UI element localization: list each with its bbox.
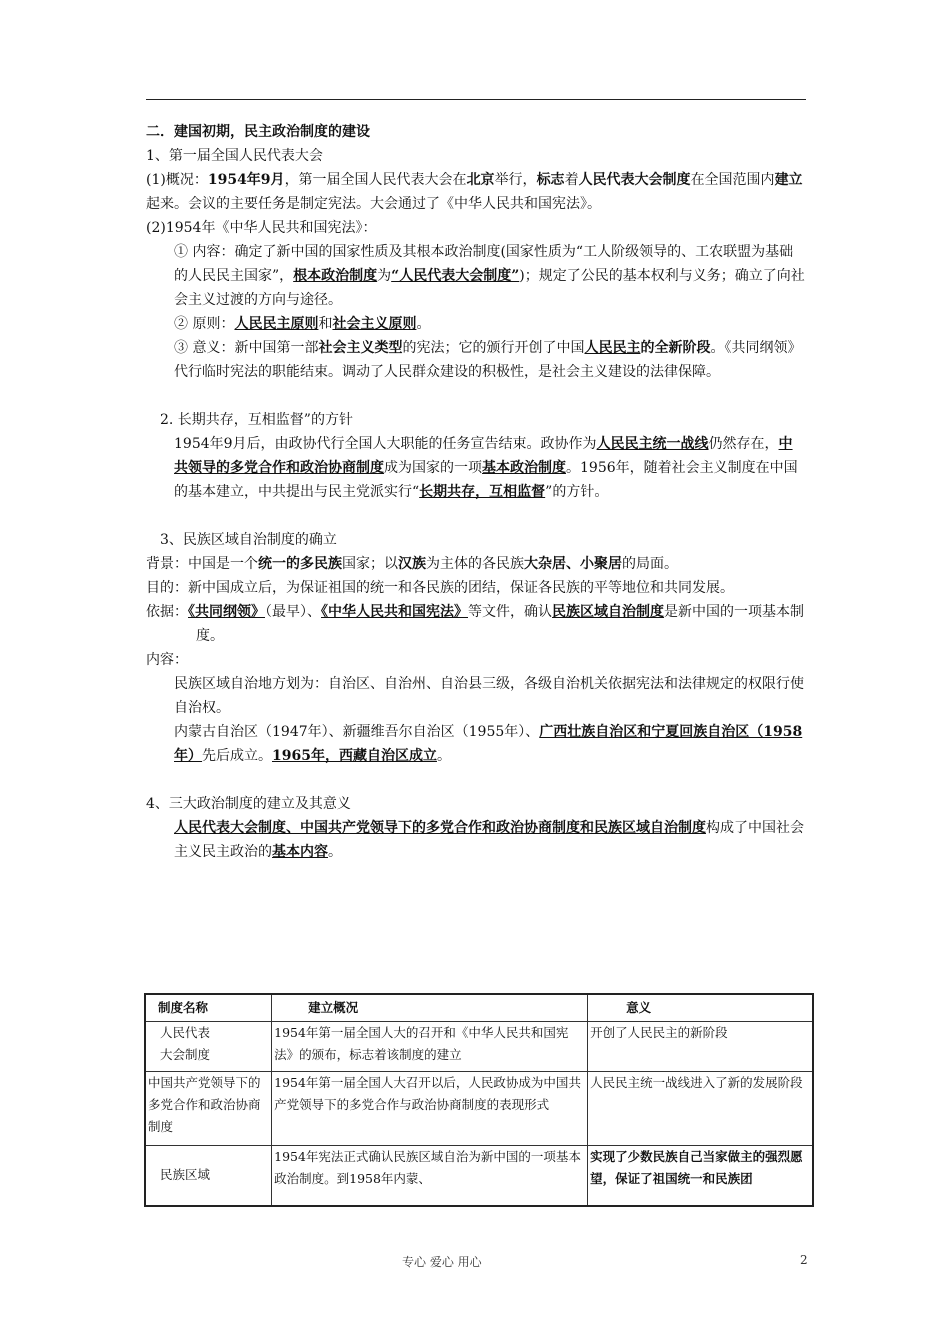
s3-purpose: 目的：新中国成立后，为保证祖国的统一和各民族的团结，保证各民族的平等地位和共同发展。 (146, 580, 734, 596)
s3-content-1: 民族区域自治地方划为：自治区、自治州、自治县三级，各级自治机关依据宪法和法律规定的权限行使自治权。 (174, 676, 804, 716)
table-header-cell: 制度名称 (145, 994, 272, 1022)
header-rule (146, 99, 806, 100)
table-header-row (145, 994, 813, 1022)
s3-content-label: 内容： (146, 652, 188, 668)
systems-table (144, 993, 814, 1207)
s1-p1: (1)概况：1954年9月，第一届全国人民代表大会在北京举行，标志着人民代表大会制度在全国范围内建立起来。会议的主要任务是制定宪法。大会通过了《中华人民共和国宪法》。 (146, 172, 803, 212)
table-cell: 人民代表 大会制度 (145, 1022, 272, 1072)
s1-content: ① 内容：确定了新中国的国家性质及其根本政治制度(国家性质为“工人阶级领导的、工农联盟为基础的人民民主国家”，根本政治制度为“人民代表大会制度”)；规定了公民的基本权利与义务；确立了向社会主义过渡的方向与途径。 (174, 244, 805, 308)
table-cell: 民族区域 (145, 1146, 272, 1206)
s1-significance: ③ 意义：新中国第一部社会主义类型的宪法；它的颁行开创了中国人民民主的全新阶段。《共同纲领》代行临时宪法的职能结束。调动了人民群众建设的积极性，是社会主义建设的法律保障。 (174, 340, 802, 380)
s2-heading: 2. 长期共存，互相监督”的方针 (160, 412, 353, 428)
s3-heading: 3、民族区域自治制度的确立 (160, 532, 337, 548)
table-cell: 人民民主统一战线进入了新的发展阶段 (588, 1072, 813, 1146)
table-header-cell: 意义 (588, 994, 813, 1022)
s4-heading: 4、三大政治制度的建立及其意义 (146, 796, 351, 812)
s1-heading: 1、第一届全国人民代表大会 (146, 148, 323, 164)
s4-p1: 人民代表大会制度、中国共产党领导下的多党合作和政治协商制度和民族区域自治制度构成了中国社会主义民主政治的基本内容。 (174, 820, 804, 860)
s1-p2: (2)1954年《中华人民共和国宪法》： (146, 220, 377, 236)
footer-motto: 专心 爱心 用心 (402, 1255, 482, 1269)
table-header-cell: 建立概况 (272, 994, 588, 1022)
s3-basis: 依据：《共同纲领》（最早）、《中华人民共和国宪法》等文件，确认民族区域自治制度是新中国的一项基本制度。 (146, 604, 804, 644)
s2-p1: 1954年9月后，由政协代行全国人大职能的任务宣告结束。政协作为人民民主统一战线仍然存在，中共领导的多党合作和政治协商制度成为国家的一项基本政治制度。1956年，随着社会主义制度在中国的基本建立，中共提出与民主党派实行“长期共存，互相监督”的方针。 (174, 436, 798, 500)
table-cell: 开创了人民民主的新阶段 (588, 1022, 813, 1072)
table-row (145, 1072, 813, 1146)
page-number: 2 (800, 1253, 808, 1267)
table-cell: 1954年第一届全国人大的召开和《中华人民共和国宪法》的颁布，标志着该制度的建立 (272, 1022, 588, 1072)
table-cell: 1954年第一届全国人大召开以后，人民政协成为中国共产党领导下的多党合作与政治协商制度的表现形式 (272, 1072, 588, 1146)
document-body (146, 120, 806, 864)
s3-background: 背景：中国是一个统一的多民族国家；以汉族为主体的各民族大杂居、小聚居的局面。 (146, 556, 678, 572)
table-cell: 中国共产党领导下的多党合作和政治协商制度 (145, 1072, 272, 1146)
s1-principle: ② 原则：人民民主原则和社会主义原则。 (174, 316, 431, 332)
table-row (145, 1146, 813, 1206)
section-title: 二．建国初期，民主政治制度的建设 (146, 124, 370, 140)
table-cell: 实现了少数民族自己当家做主的强烈愿望，保证了祖国统一和民族团 (588, 1146, 813, 1206)
table-cell: 1954年宪法正式确认民族区域自治为新中国的一项基本政治制度。到1958年内蒙、 (272, 1146, 588, 1206)
s3-content-2: 内蒙古自治区（1947年）、新疆维吾尔自治区（1955年）、广西壮族自治区和宁夏回族自治区（1958年）先后成立。1965年，西藏自治区成立。 (174, 724, 803, 764)
table-row (145, 1022, 813, 1072)
